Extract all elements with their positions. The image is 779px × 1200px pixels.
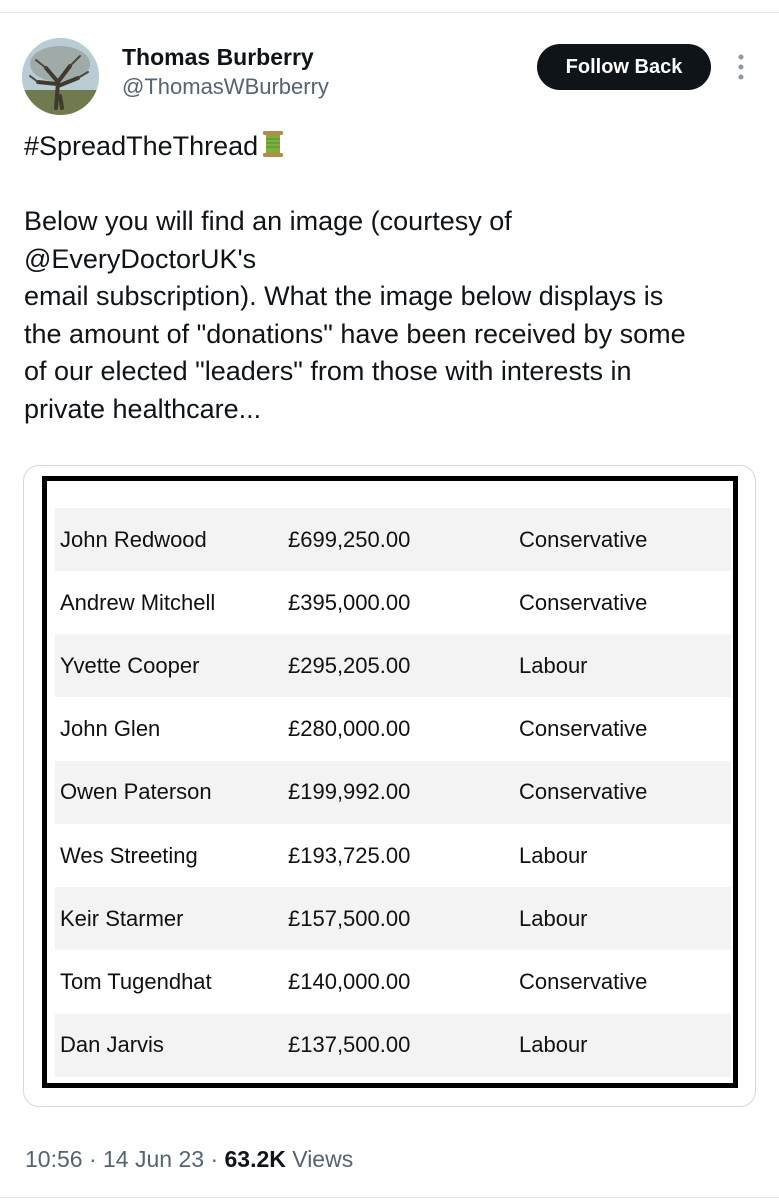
party-cell: Conservative (519, 779, 648, 805)
meta-separator: · (210, 1146, 225, 1172)
top-divider (0, 12, 779, 13)
politician-name-cell: John Glen (60, 716, 161, 742)
donation-amount-cell: £280,000.00 (288, 716, 411, 742)
donation-amount-cell: £295,205.00 (288, 652, 411, 678)
donation-amount-cell: £395,000.00 (288, 589, 411, 615)
donation-amount-cell: £140,000.00 (288, 968, 411, 994)
party-cell: Conservative (519, 589, 648, 615)
avatar-tree-photo (22, 38, 99, 115)
politician-name-cell: Dan Jarvis (60, 1032, 164, 1058)
meta-separator: · (88, 1146, 104, 1172)
tweet-body: Below you will find an image (courtesy of @EveryDoctorUK's email subscription). What the image below displays is the amount of "donations" have been received by some of our elected "leaders" from those with interests in private healthcare... (24, 206, 686, 424)
party-cell: Labour (519, 842, 588, 868)
donation-amount-cell: £193,725.00 (288, 842, 411, 868)
tweet-time[interactable]: 10:56 (25, 1146, 83, 1172)
media-image-card[interactable] (23, 465, 756, 1107)
hashtag-link[interactable]: #SpreadTheThread (24, 131, 259, 161)
thread-spool-icon (260, 129, 286, 159)
table-row (55, 508, 731, 571)
tweet-meta (25, 1146, 353, 1173)
table-row (55, 950, 731, 1013)
tweet-text (24, 128, 759, 428)
donation-amount-cell: £199,992.00 (288, 779, 411, 805)
tweet-date[interactable]: 14 Jun 23 (103, 1146, 205, 1172)
politician-name-cell: Tom Tugendhat (60, 968, 212, 994)
table-row (55, 698, 731, 761)
donation-amount-cell: £699,250.00 (288, 526, 411, 552)
avatar[interactable] (22, 38, 99, 115)
more-options-icon[interactable] (733, 52, 749, 82)
views-label: Views (292, 1146, 354, 1172)
party-cell: Labour (519, 905, 588, 931)
table-row (55, 634, 731, 697)
politician-name-cell: Wes Streeting (60, 842, 198, 868)
politician-name-cell: Keir Starmer (60, 905, 184, 931)
party-cell: Labour (519, 1032, 588, 1058)
table-row (55, 887, 731, 950)
author-name[interactable]: Thomas Burberry (122, 44, 314, 70)
donations-table (42, 476, 738, 1088)
views-count: 63.2K (224, 1146, 286, 1172)
author-handle[interactable]: @ThomasWBurberry (122, 74, 329, 99)
politician-name-cell: John Redwood (60, 526, 207, 552)
politician-name-cell: Andrew Mitchell (60, 589, 216, 615)
party-cell: Conservative (519, 968, 648, 994)
table-row (55, 1014, 731, 1077)
donation-amount-cell: £157,500.00 (288, 905, 411, 931)
party-cell: Conservative (519, 716, 648, 742)
bottom-divider (0, 1197, 779, 1198)
table-row (55, 571, 731, 634)
table-row (55, 824, 731, 887)
party-cell: Labour (519, 652, 588, 678)
politician-name-cell: Owen Paterson (60, 779, 212, 805)
table-row (55, 761, 731, 824)
politician-name-cell: Yvette Cooper (60, 652, 200, 678)
donation-amount-cell: £137,500.00 (288, 1032, 411, 1058)
party-cell: Conservative (519, 526, 648, 552)
follow-back-button[interactable]: Follow Back (537, 44, 711, 90)
